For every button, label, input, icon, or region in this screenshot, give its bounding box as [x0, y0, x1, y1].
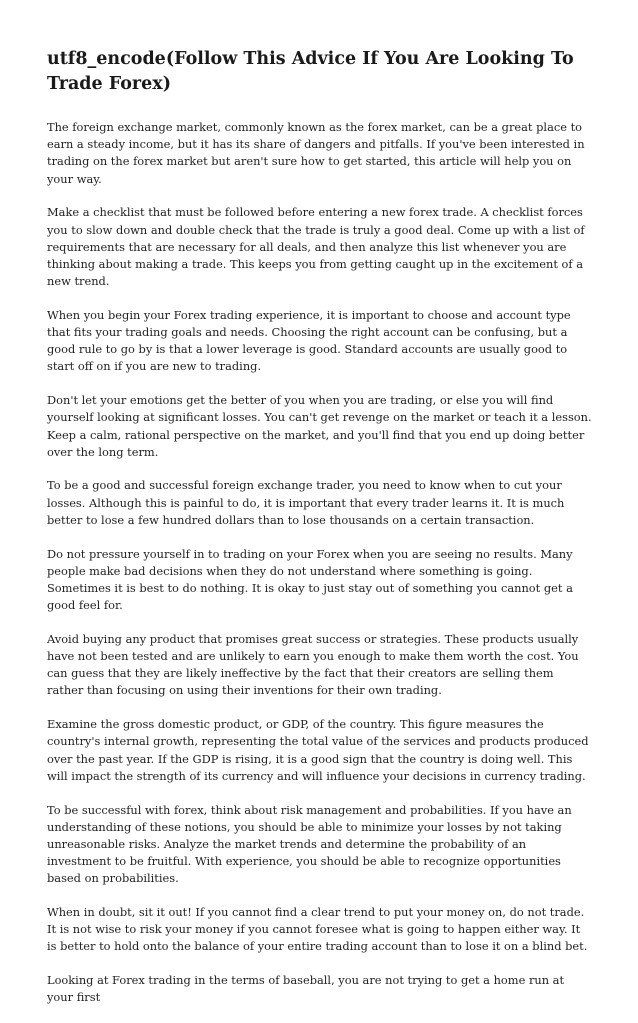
paragraph: Make a checklist that must be followed before entering a new forex trade. A checklist forces you to slow down and double check that the trade is truly a good deal. Come up with a list of requirements that are necessary for all deals, and then analyze this list whenever you are thinking about making a trade. This keeps you from getting caught up in the excitement of a new trend.	[47, 205, 585, 289]
paragraph: Don't let your emotions get the better of you when you are trading, or else you will find yourself looking at significant losses. You can't get revenge on the market or teach it a lesson. Keep a calm, rational perspective on the market, and you'll find that you end up doing better over the long term.	[47, 393, 592, 459]
paragraph: When in doubt, sit it out! If you cannot find a clear trend to put your money on, do not trade. It is not wise to risk your money if you cannot foresee what is going to happen either way. It is better to hold onto the balance of your entire trading account than to lose it on a blind bet.	[47, 905, 588, 954]
paragraph: To be successful with forex, think about risk management and probabilities. If you have an understanding of these notions, you should be able to minimize your losses by not taking unreasonable risks. Analyze the market trends and determine the probability of an investment to be fruitful. With experience, you should be able to recognize opportunities based on probabilities.	[47, 802, 572, 886]
paragraph: Do not pressure yourself in to trading on your Forex when you are seeing no results. Many people make bad decisions when they do not understand where something is going. Sometimes it is best to do nothing. It is okay to just stay out of something you cannot get a good feel for.	[47, 546, 573, 613]
paragraph: When you begin your Forex trading experience, it is important to choose and account type that fits your trading goals and needs. Choosing the right account can be confusing, but a good rule to go by is that a lower leverage is good. Standard accounts are usually good to start off on if you are new to trading.	[47, 307, 571, 374]
paragraph: Avoid buying any product that promises great success or strategies. These products usually have not been tested and are unlikely to earn you enough to make them worth the cost. You can guess that they are likely ineffective by the fact that their creators are selling them rather than focusing on using their inventions for their own trading.	[47, 631, 579, 698]
document-title: utf8_encode(Follow This Advice If You Are Looking To Trade Forex)	[47, 49, 574, 94]
paragraph: Looking at Forex trading in the terms of baseball, you are not trying to get a home run at your first	[47, 973, 565, 1005]
paragraph: The foreign exchange market, commonly known as the forex market, can be a great place to earn a steady income, but it has its share of dangers and pitfalls. If you've been interested in trading on the forex market but aren't sure how to get started, this article will help you on your way.	[47, 120, 585, 186]
paragraph: Examine the gross domestic product, or GDP, of the country. This figure measures the country's internal growth, representing the total value of the services and products produced over the past year. If the GDP is rising, it is a good sign that the country is doing well. This will impact the strength of its currency and will influence your decisions in currency trading.	[47, 717, 589, 783]
document-page	[47, 47, 593, 1023]
paragraph: To be a good and successful foreign exchange trader, you need to know when to cut your losses. Although this is painful to do, it is important that every trader learns it. It is much better to lose a few hundred dollars than to lose thousands on a certain transaction.	[47, 478, 565, 527]
